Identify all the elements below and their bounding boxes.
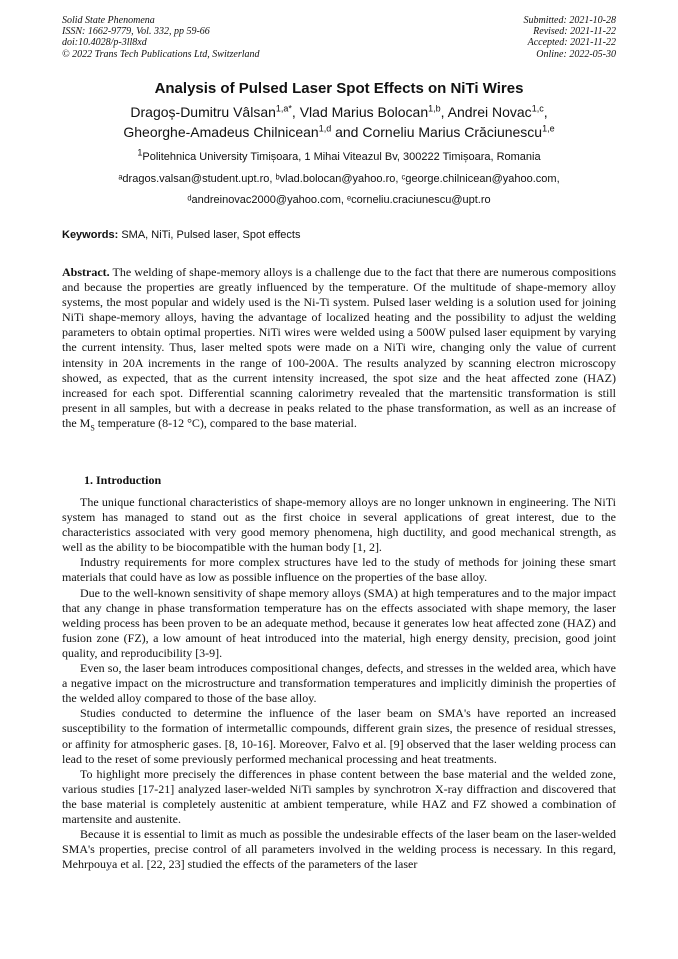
- keywords-label: Keywords:: [62, 229, 119, 241]
- keywords-text: SMA, NiTi, Pulsed laser, Spot effects: [121, 229, 301, 241]
- accepted-date: Accepted: 2021-11-22: [527, 37, 616, 49]
- affiliation: [20, 147, 658, 164]
- introduction-body: [62, 495, 616, 872]
- doi: doi:10.4028/p-3ll8xd: [62, 37, 147, 49]
- paper-title: Analysis of Pulsed Laser Spot Effects on NiTi Wires: [154, 80, 524, 97]
- author-affiliation-mark: 1,a*: [275, 103, 292, 114]
- author-name: Andrei Novac: [447, 104, 532, 120]
- author-name: Vlad Marius Bolocan: [299, 104, 429, 120]
- author-name: Corneliu Marius Crăciunescu: [362, 124, 543, 140]
- paragraph: Because it is essential to limit as much as possible the undesirable effects of the laser beam on the laser-welded SMA's properties, precise control of all parameters involved in the welding process is necessary. In this regard, Mehrpouya et al. [22, 23] studied the effects of the parameters of the laser: [62, 827, 616, 872]
- author-name: Dragoș-Dumitru Vâlsan: [130, 104, 276, 120]
- copyright: © 2022 Trans Tech Publications Ltd, Switzerland: [62, 48, 260, 60]
- journal-info: [62, 15, 260, 60]
- author-affiliation-mark: 1,b: [428, 103, 441, 114]
- journal-name: Solid State Phenomena: [62, 15, 155, 26]
- abstract-tail: temperature (8-12 °C), compared to the base material.: [94, 415, 357, 430]
- author-affiliation-mark: 1,e: [542, 123, 555, 134]
- paragraph: Studies conducted to determine the influence of the laser beam on SMA's have reported an increased susceptibility to the formation of intermetallic compounds, different grain sizes, the presence of residual stresses, or affinity for atmospheric gases. [8, 10-16]. Moreover, Falvo et al. [9] observed that the laser welding process can lead to the reset of some previously performed mechanical processing and heat treatments.: [62, 706, 616, 766]
- author-list: Dragoș-Dumitru Vâlsan$^{1,a*}$, Vlad Marius Bolocan$^{1,b}$, Andrei Novac$^{1,c}$, Gheorghe-Amadeus Chilnicean$^{1,d}$ and Corneliu Marius Crăciunescu$^{1,e}$: [123, 103, 555, 140]
- paragraph: To highlight more precisely the differences in phase content between the base material and the welded zone, various studies [17-21] analyzed laser-welded NiTi samples by synchrotron X-ray diffraction and discovered that the base material is completely austenitic at ambient temperature, while HAZ and FZ showed a combination of martensite and austenite.: [62, 766, 616, 826]
- paragraph: Even so, the laser beam introduces compositional changes, defects, and stresses in the welded area, which have a negative impact on the microstructure and transformation temperatures and implicitly diminish the properties of the welded alloy compared to those of the base alloy.: [62, 661, 616, 706]
- paragraph: Industry requirements for more complex structures have led to the study of methods for joining these smart materials that could have as low as possible influence on the properties of the base alloy.: [62, 555, 616, 585]
- section-heading: 1. Introduction: [84, 473, 162, 487]
- email-line-2: ᵈandreinovac2000@yahoo.com, ᵉcorneliu.craciunescu@upt.ro: [187, 194, 491, 206]
- abstract-subscript: S: [90, 423, 95, 433]
- abstract: [62, 265, 616, 435]
- author-affiliation-mark: 1,c: [531, 103, 544, 114]
- affiliation-mark: 1: [137, 147, 143, 158]
- publication-dates: [524, 15, 617, 60]
- author-affiliation-mark: 1,d: [318, 123, 332, 134]
- online-date: Online: 2022-05-30: [536, 48, 616, 60]
- submitted-date: Submitted: 2021-10-28: [523, 15, 616, 26]
- email-line-1: ᵃdragos.valsan@student.upt.ro, ᵇvlad.bolocan@yahoo.ro, ᶜgeorge.chilnicean@yahoo.com,: [118, 173, 560, 185]
- revised-date: Revised: 2021-11-22: [533, 26, 616, 38]
- keywords: [62, 229, 300, 241]
- abstract-text: The welding of shape-memory alloys is a challenge due to the fact that there are numerous compositions and because the properties are greatly influenced by the temperature. Of the multitude of shape-memory alloy systems, the most popular and widely used is the Ni-Ti system. Pulsed laser welding is a solution used for joining NiTi shape-memory alloys, having the advantage of localized heating and the possibility to adjust the welding parameters to obtain optimal properties. NiTi wires were welded using a 500W pulsed laser equipment by varying the current intensity. Thus, laser melted spots were made on a NiTi wire, changing only the value of current intensity in 20A increments in the range of 100-200A. The results analyzed by scanning electron microscopy showed, as expected, that as the current intensity increased, the spot size and the heat affected zone (HAZ) increased for each spot. Differential scanning calorimetry revealed that the martensitic transformation is still present in all samples, but with a decrease in peaks related to the phase transformation, as well as an increase of the M: [62, 265, 616, 430]
- author-conjunction: and: [335, 124, 359, 140]
- paragraph: Due to the well-known sensitivity of shape memory alloys (SMA) at high temperatures and to the major impact that any change in phase transformation temperature has on the effects associated with shape memory, the laser welding process has been proven to be an adequate method, because it generates low heat affected zone (HAZ) and fusion zone (FZ), a low amount of heat introduced into the material, high energy density, precision, good joint quality, and reproducibility [3-9].: [62, 585, 616, 660]
- issn: ISSN: 1662-9779, Vol. 332, pp 59-66: [62, 26, 210, 38]
- abstract-label: Abstract.: [62, 265, 110, 279]
- author-name: Gheorghe-Amadeus Chilnicean: [123, 124, 319, 140]
- paragraph: The unique functional characteristics of shape-memory alloys are no longer unknown in engineering. The NiTi system has managed to stand out as the first choice in several applications of great interest, due to the characteristics associated with very good memory phenomena, high ductility, and good mechanical strength, as well as the ability to be biocompatible with the human body [1, 2].: [62, 495, 616, 555]
- affiliation-text: Politehnica University Timișoara, 1 Mihai Viteazul Bv, 300222 Timișoara, Romania: [142, 151, 541, 163]
